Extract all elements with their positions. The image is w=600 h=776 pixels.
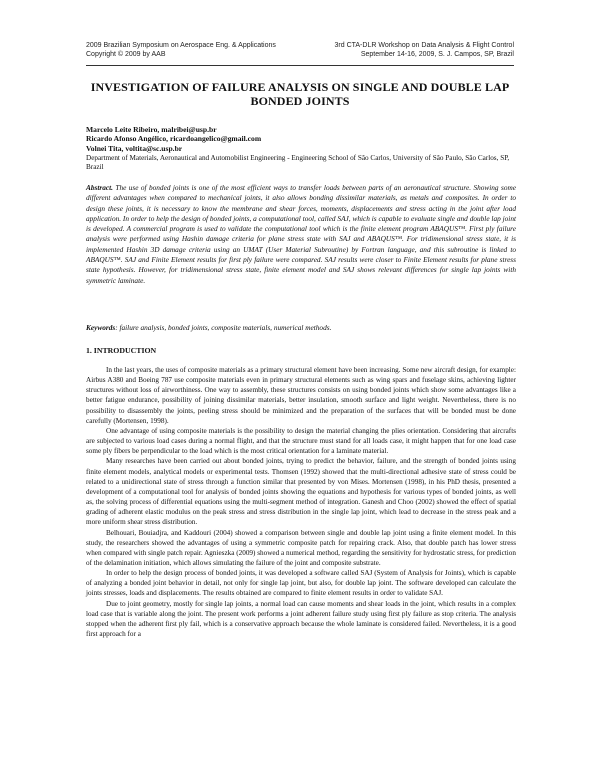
running-header-right xyxy=(335,41,514,59)
keywords-text: : failure analysis, bonded joints, composite materials, numerical methods. xyxy=(115,323,332,332)
abstract xyxy=(86,183,516,286)
author-block xyxy=(86,125,516,172)
abstract-text: The use of bonded joints is one of the most efficient ways to transfer loads between parts of an aeronautical structure. Showing some different advantages when compared to mechanical joints, it also allows bonding dissimilar materials, as metals and composites. In order to design these joints, it is necessary to know the membrane and shear forces, moments, displacements and stress acting in the joint after load application. In order to help the design of bonded joints, a computational tool, called SAJ, which is capable to evaluate single and double lap joint is developed. A commercial program is used to validate the computational tool which is the finite element program ABAQUS™. First ply failure analysis were performed using Hashin damage criteria for plane stress state with SAJ and ABAQUS™. For tridimensional stress state, it is implemented Hashin 3D damage criteria using an UMAT (User Material Subroutine) by Fortran language, and this subroutine is linked to ABAQUS™. SAJ and Finite Element results for first ply failure were compared. SAJ results were closer to Finite Element results for plane stress state hypothesis. However, for tridimensional stress state, finite element model and SAJ shows relevant differences for single lap joints with symmetric laminate. xyxy=(86,183,516,285)
body-text xyxy=(86,365,516,639)
paragraph: One advantage of using composite materials is the possibility to design the material changing the plies orientation. Considering that aircrafts are subjected to various load cases during a normal flight, and that the structure must stand for all loads case, it might happen that for one load case some ply fibers be perpendicular to the load which is the most critical orientation for a laminate material. xyxy=(86,426,516,456)
copyright-line: Copyright © 2009 by AAB xyxy=(86,51,166,58)
paragraph: In the last years, the uses of composite materials as a primary structural element have been increasing. Some new aircraft design, for example: Airbus A380 and Boeing 787 use composite materials even in primary structural elements such as wing spars and fuselage skins, achieving lighter structures without loss of airworthiness. One way to assembly, these structures consists on using bonded joints which show some advantages like a better fatigue endurance, possibility of joining dissimilar materials, better insulation, smooth surface and light weight. Nevertheless, there is no possibility to disassembly the joints, peeling stress should be minimized and the preparation of the surfaces that will be bonded must be done carefully (Mortensen, 1998). xyxy=(86,366,516,425)
author-1: Marcelo Leite Ribeiro, malribei@usp.br xyxy=(86,125,217,134)
section-heading: 1. INTRODUCTION xyxy=(86,346,157,355)
running-header-left xyxy=(86,41,276,59)
affiliation: Department of Materials, Aeronautical and Automobilist Engineering - Engineering School of São Carlos, University of São Paulo, São Carlos, SP, Brazil xyxy=(86,153,510,171)
paragraph: Many researches have been carried out about bonded joints, trying to predict the behavior, failure, and the strength of bonded joints using finite element models, analytical models or experimental tests. Thomsen (1992) showed that the multi-directional adhesive state of stress could be related to a unidirectional state of stress through a function similar that presented by von Mises. Mortensen (1998), in his PhD thesis, presented a development of a computational tool for analysis of bonded joints showing the equations and hypothesis for various types of bonded joints, as well as, the solving process of differential equations using the multi-segment method of integration. Ganesh and Choo (2002) showed the effect of spatial grading of adherent elastic modulus on the peak stress and stress distribution in the single lap joint, which lead to decrease in the stress peak and a more uniform shear stress distribution. xyxy=(86,457,516,527)
header-rule xyxy=(86,65,514,66)
paragraph: Belhouari, Bouiadjra, and Kaddouri (2004) showed a comparison between single and double lap joint using a finite element model. In this study, the researchers showed the advantages of using a symmetric composite patch for repairing crack. Also, that double patch has lower stress when compared with single patch repair. Agnieszka (2009) showed a numerical method, regarding the sensitivity for hydrostatic stress, for prediction of the delamination initiation, which allows simulating the failure of the joint and composite substrate. xyxy=(86,528,516,567)
conference-dates: September 14-16, 2009, S. J. Campos, SP, Brazil xyxy=(360,51,514,58)
conference-name: 2009 Brazilian Symposium on Aerospace Eng. & Applications xyxy=(86,42,276,49)
author-3: Volnei Tita, voltita@sc.usp.br xyxy=(86,143,183,153)
author-2: Ricardo Afonso Angélico, ricardoangelico@gmail.com xyxy=(86,134,262,144)
paper-title: INVESTIGATION OF FAILURE ANALYSIS ON SINGLE AND DOUBLE LAP BONDED JOINTS xyxy=(90,80,510,108)
paragraph: Due to joint geometry, mostly for single lap joints, a normal load can cause moments and shear loads in the joint, which results in a complex load case that is variable along the joint. The present work performs a joint adherent failure study using first ply failure as stop criteria. The analysis stopped when the adherent first ply fail, which is a conservative approach because the whole laminate is considered failed. Nevertheless, it is a good first approach for a xyxy=(86,599,516,639)
abstract-label: Abstract. xyxy=(86,183,113,192)
workshop-name: 3rd CTA-DLR Workshop on Data Analysis & Flight Control xyxy=(334,42,514,49)
paragraph: In order to help the design process of bonded joints, it was developed a software called SAJ (System of Analysis for Joints), which is capable of analyzing a bonded joint behavior in detail, not only for single lap joint, but also, for double lap joint. The software developed can calculate the joints stresses, loads and displacements. The results obtained are compared to finite element results in order to validate SAJ. xyxy=(86,569,516,598)
keywords-label: Keywords xyxy=(86,323,116,332)
keywords xyxy=(86,323,516,333)
